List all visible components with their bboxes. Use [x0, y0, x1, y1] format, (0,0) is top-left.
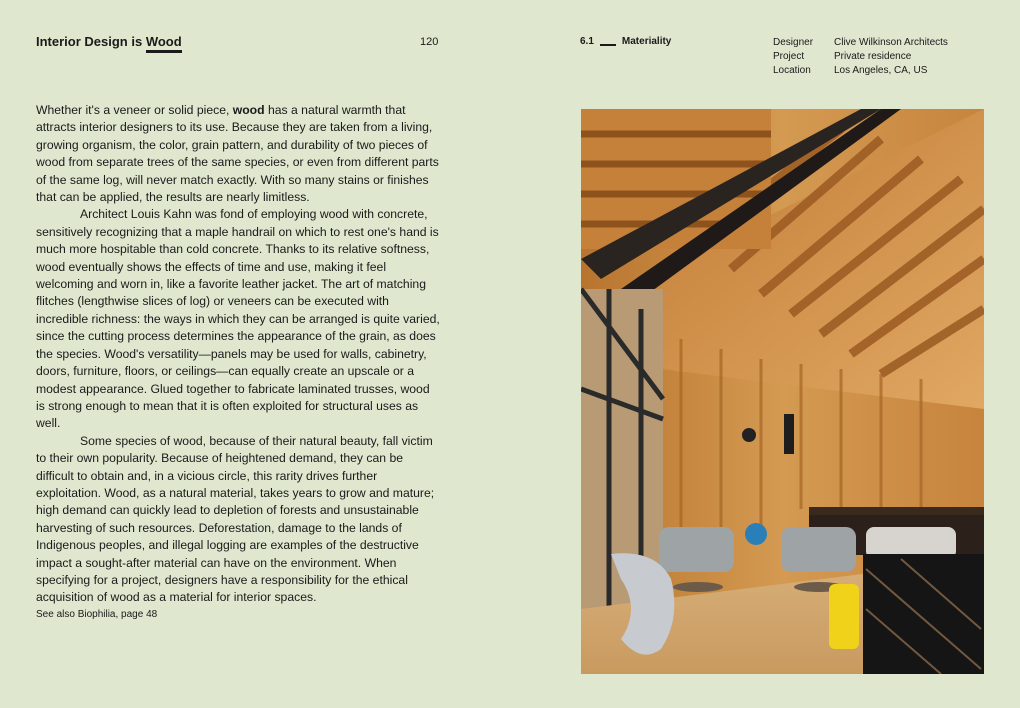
designer-value: Clive Wilkinson Architects	[834, 37, 948, 48]
project-label: Project	[773, 51, 805, 62]
running-title	[36, 34, 182, 49]
project-meta	[773, 36, 948, 78]
keyword-wood: wood	[232, 103, 265, 117]
project-value: Private residence	[834, 51, 912, 62]
location-label: Location	[773, 65, 811, 76]
running-title-prefix: Interior Design is	[36, 34, 146, 49]
section-rule	[600, 44, 616, 46]
running-title-keyword: Wood	[146, 34, 182, 53]
body-text	[36, 102, 440, 607]
section-heading	[580, 36, 671, 47]
paragraph-1-start: Whether it's a veneer or solid piece,	[36, 103, 233, 117]
paragraph-2: Architect Louis Kahn was fond of employing wood with concrete, sensitively recognizing that a maple handrail on which to rest one's hand is much more hospitable than cold concrete. Thanks to its relative softness, wood eventually shows the effects of time and use, making it feel welcoming and worn in, like a favorite leather jacket. The art of matching flitches (lengthwise slices of log) or veneers can be executed with incredible richness: the ways in which they can be arranged is quite varied, since the cutting process determines the appearance of the grain, as does the species. Wood's versatility—panels may be used for walls, cabinetry, doors, furniture, floors, or ceilings—can equally create an upscale or a modest appearance. Glued together to fabricate laminated trusses, wood is strong enough to mean that it is often exploited for structural uses as well.	[36, 207, 440, 431]
paragraph-3: Some species of wood, because of their natural beauty, fall victim to their own popularity. Because of heightened demand, they can be difficult to obtain and, in a vicious circle, this rarity drives further exploitation. Wood, as a natural material, takes years to grow and mature; high demand can quickly lead to depletion of forests and unsustainable harvesting of such resources. Deforestation, damage to the lands of Indigenous peoples, and illegal logging are examples of the destructive impact a sought-after material can have on the environment. When specifying for a project, designers have a responsibility for the ethical acquisition of wood as a material for interior spaces.	[36, 433, 435, 605]
interior-photo-illustration	[581, 109, 984, 674]
interior-photo	[581, 109, 984, 674]
paragraph-1	[36, 102, 440, 206]
paragraph-1-rest: has a natural warmth that attracts interior designers to its use. Because they are taken from a living, growing organism, the color, grain pattern, and durability of two pieces of wood from separate trees of the same species, or even from different parts of the same log, will never match exactly. With so many stains or finishes that can be applied, the results are nearly limitless.	[36, 103, 439, 205]
section-title: Materiality	[621, 36, 672, 47]
designer-label: Designer	[773, 37, 814, 48]
page-number: 120	[420, 36, 439, 48]
location-value: Los Angeles, CA, US	[834, 65, 928, 76]
section-number: 6.1	[580, 36, 594, 47]
see-also-note: See also Biophilia, page 48	[36, 609, 158, 620]
